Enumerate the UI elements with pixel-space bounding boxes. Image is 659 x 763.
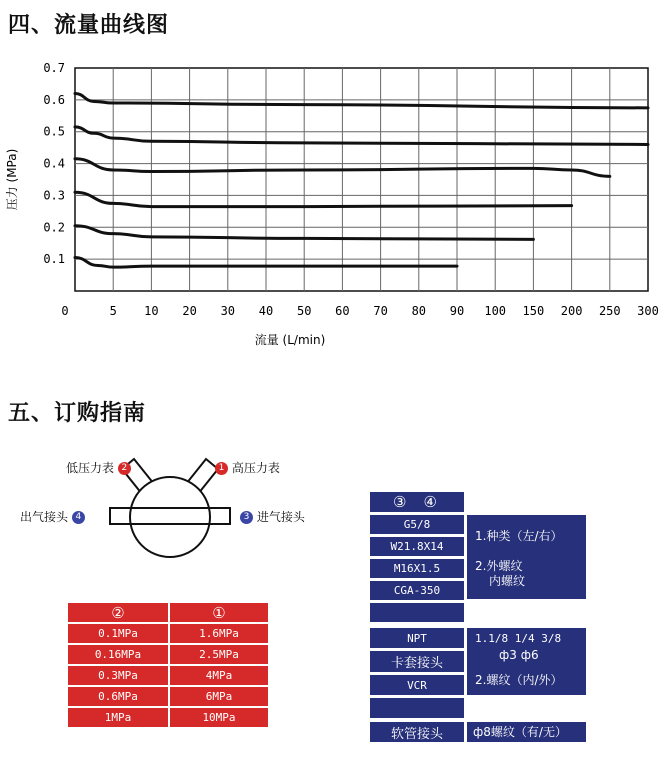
x-tick-label: 70 bbox=[373, 304, 388, 318]
x-tick-label: 200 bbox=[560, 304, 583, 318]
flow-curve-chart bbox=[0, 50, 659, 350]
section4-title: 四、流量曲线图 bbox=[8, 13, 170, 38]
red-cell: 0.1MPa bbox=[68, 624, 168, 643]
connector-spacer bbox=[370, 698, 464, 718]
red-cell: 0.16MPa bbox=[68, 645, 168, 664]
low-gauge-label: 低压力表 2 bbox=[66, 459, 131, 476]
red-cell: 0.3MPa bbox=[68, 666, 168, 685]
badge-2: 2 bbox=[118, 462, 131, 475]
connector-item: 软管接头 bbox=[370, 722, 464, 742]
connector-item: M16X1.5 bbox=[370, 559, 464, 578]
y-tick-label: 0.5 bbox=[43, 124, 65, 139]
size-note: 1.1/8 1/4 3/8 ф3 ф6 2.螺纹（内/外） bbox=[467, 628, 586, 695]
connector-item: NPT bbox=[370, 628, 464, 648]
blue-header: ③ ④ bbox=[370, 492, 464, 512]
connector-item: VCR bbox=[370, 675, 464, 695]
y-tick-label: 0.1 bbox=[43, 252, 65, 267]
red-cell: 10MPa bbox=[170, 708, 268, 727]
x-tick-label: 5 bbox=[109, 304, 117, 318]
x-tick-label: 300 bbox=[637, 304, 659, 318]
x-tick-label: 40 bbox=[258, 304, 274, 318]
section5-title: 五、订购指南 bbox=[8, 401, 147, 426]
hose-note: ф8螺纹（有/无） bbox=[467, 722, 586, 742]
connector-item: CGA-350 bbox=[370, 581, 464, 600]
x-tick-label: 0 bbox=[61, 304, 69, 318]
high-gauge-label: 1 高压力表 bbox=[215, 459, 280, 476]
red-cell: 1.6MPa bbox=[170, 624, 268, 643]
red-cell: 4MPa bbox=[170, 666, 268, 685]
x-tick-label: 60 bbox=[335, 304, 350, 318]
connector-item: W21.8X14 bbox=[370, 537, 464, 556]
x-tick-label: 50 bbox=[296, 304, 312, 318]
connector-item: 卡套接头 bbox=[370, 651, 464, 672]
y-tick-label: 0.7 bbox=[43, 61, 65, 75]
x-tick-label: 100 bbox=[484, 304, 507, 318]
red-cell: 6MPa bbox=[170, 687, 268, 706]
y-tick-label: 0.2 bbox=[43, 220, 65, 235]
red-cell: 1MPa bbox=[68, 708, 168, 727]
plot-frame bbox=[75, 68, 648, 291]
inlet-label: 3 进气接头 bbox=[240, 508, 305, 525]
x-tick-label: 150 bbox=[522, 304, 545, 318]
x-axis-label: 流量 (L/min) bbox=[254, 333, 326, 347]
connector-spacer bbox=[370, 603, 464, 622]
x-tick-label: 80 bbox=[411, 304, 427, 318]
y-tick-label: 0.6 bbox=[43, 92, 65, 107]
red-header-2: ② bbox=[68, 603, 168, 622]
x-tick-label: 250 bbox=[598, 304, 621, 318]
y-axis-label: 压力 (MPa) bbox=[5, 148, 19, 211]
y-tick-label: 0.4 bbox=[43, 156, 65, 171]
red-header-1: ① bbox=[170, 603, 268, 622]
x-tick-label: 90 bbox=[449, 304, 465, 318]
x-tick-label: 10 bbox=[144, 304, 159, 318]
outlet-label: 出气接头 4 bbox=[20, 508, 85, 525]
x-tick-label: 30 bbox=[220, 304, 236, 318]
badge-1: 1 bbox=[215, 462, 228, 475]
thread-type-note: 1.种类（左/右） 2.外螺纹 内螺纹 bbox=[467, 515, 586, 599]
connector-item: G5/8 bbox=[370, 515, 464, 534]
red-cell: 0.6MPa bbox=[68, 687, 168, 706]
badge-3: 3 bbox=[240, 511, 253, 524]
badge-4: 4 bbox=[72, 511, 85, 524]
x-tick-label: 20 bbox=[182, 304, 197, 318]
red-cell: 2.5MPa bbox=[170, 645, 268, 664]
y-tick-label: 0.3 bbox=[43, 188, 65, 203]
